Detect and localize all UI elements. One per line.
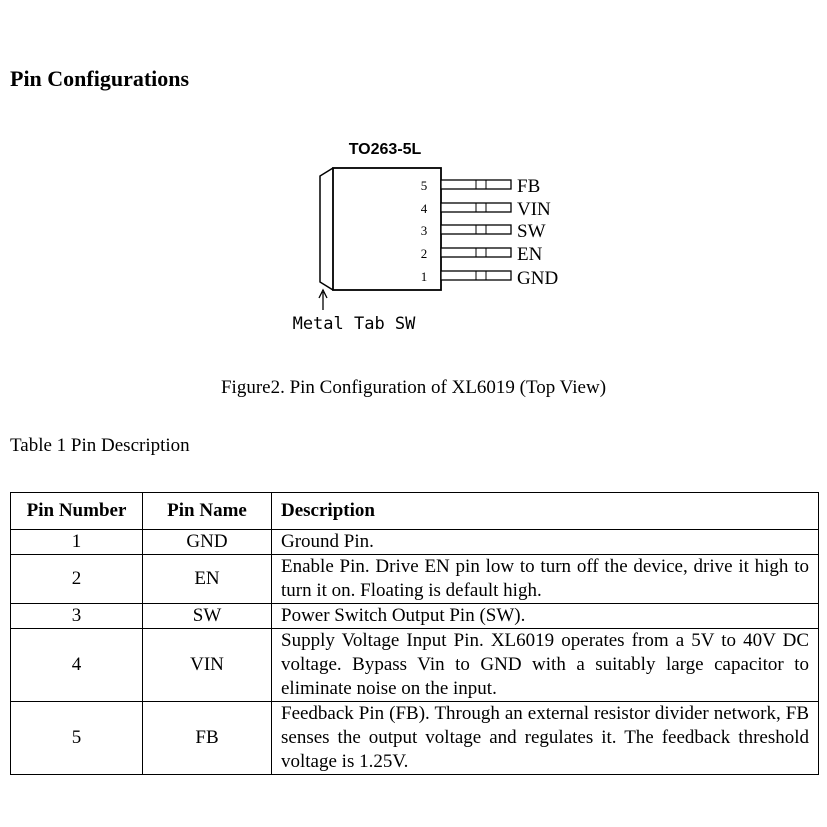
table-row <box>11 530 819 555</box>
pin-number: 3 <box>420 223 428 238</box>
package-label: TO263-5L <box>348 141 422 158</box>
pin-number: 1 <box>420 269 428 284</box>
table-row <box>11 702 819 775</box>
pin-name-cell: EN <box>143 555 272 604</box>
table-row <box>11 555 819 604</box>
pin-description-table <box>10 492 819 775</box>
description-cell: Supply Voltage Input Pin. XL6019 operates from a 5V to 40V DC voltage. Bypass Vin to GND with a suitably large capacitor to eliminate noise on the input. <box>272 629 819 702</box>
table-label: Table 1 Pin Description <box>10 435 190 456</box>
pin-number: 2 <box>420 246 428 261</box>
pin-name-cell: FB <box>143 702 272 775</box>
pin-name-cell: VIN <box>143 629 272 702</box>
section-title: Pin Configurations <box>10 66 190 91</box>
table-header-row <box>11 493 819 530</box>
pin-name-cell: SW <box>143 604 272 629</box>
pin-number: 5 <box>420 178 428 193</box>
pin-name: SW <box>517 221 546 242</box>
pin-name: EN <box>517 244 543 265</box>
column-header-pin-name: Pin Name <box>143 493 272 530</box>
pin-name: GND <box>517 268 559 289</box>
pin-number-cell: 4 <box>11 629 143 702</box>
package-diagram <box>270 132 580 347</box>
pin-name: FB <box>517 176 541 197</box>
column-header-pin-number: Pin Number <box>11 493 143 530</box>
pin-name: VIN <box>517 199 551 220</box>
description-cell: Power Switch Output Pin (SW). <box>272 604 819 629</box>
pin-number-cell: 2 <box>11 555 143 604</box>
column-header-description: Description <box>272 493 819 530</box>
figure-caption: Figure2. Pin Configuration of XL6019 (Top View) <box>220 377 607 398</box>
table-row <box>11 604 819 629</box>
arrow-up-icon <box>319 290 327 310</box>
pin-number-cell: 3 <box>11 604 143 629</box>
description-cell: Ground Pin. <box>272 530 819 555</box>
pin-number: 4 <box>420 201 428 216</box>
pin-number-cell: 5 <box>11 702 143 775</box>
pin-number-cell: 1 <box>11 530 143 555</box>
description-cell: Enable Pin. Drive EN pin low to turn off the device, drive it high to turn it on. Floating is default high. <box>272 555 819 604</box>
pin-configuration-figure <box>270 132 580 347</box>
description-cell: Feedback Pin (FB). Through an external resistor divider network, FB senses the output voltage and regulates it. The feedback threshold voltage is 1.25V. <box>272 702 819 775</box>
metal-tab-label: Metal Tab SW <box>292 314 416 334</box>
table-row <box>11 629 819 702</box>
metal-tab <box>320 168 333 290</box>
pin-name-cell: GND <box>143 530 272 555</box>
